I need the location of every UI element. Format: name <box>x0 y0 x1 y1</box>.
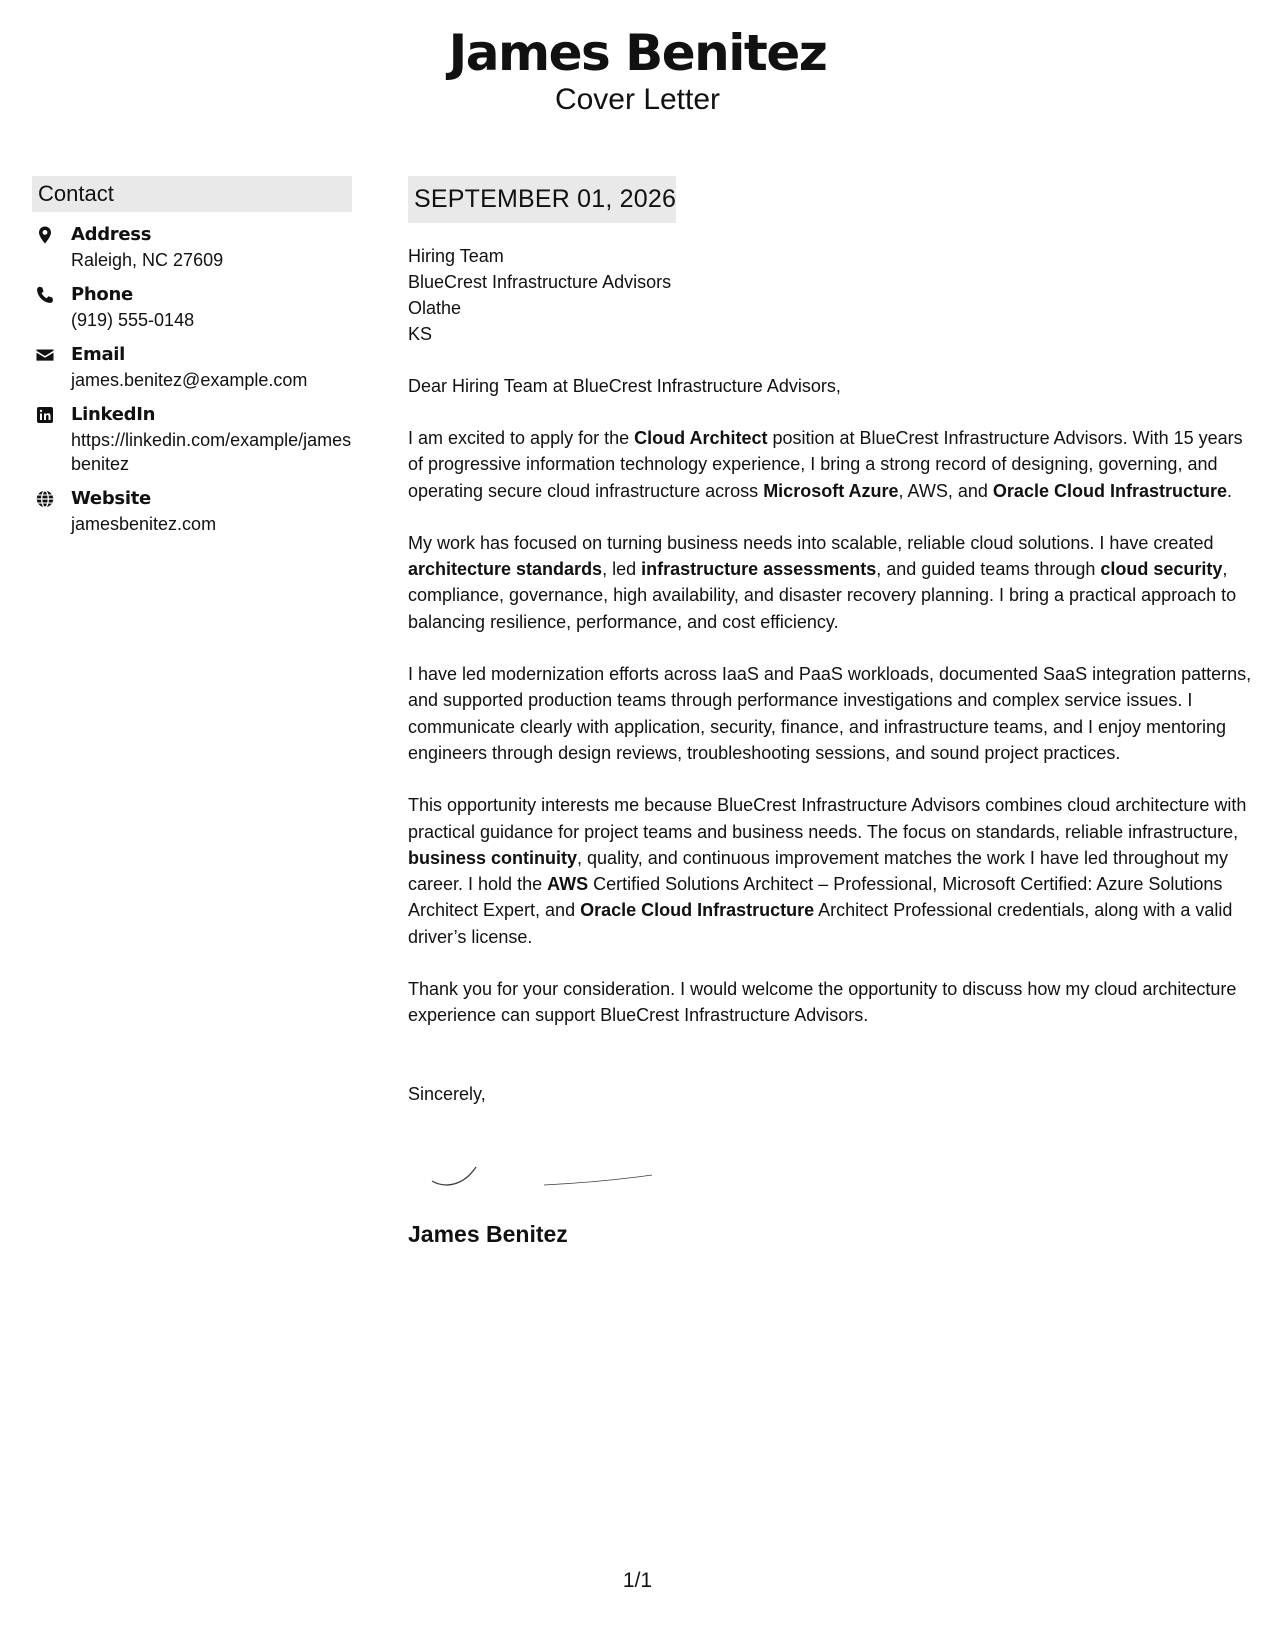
phone-icon <box>35 285 55 305</box>
linkedin-icon <box>35 405 55 425</box>
letter-date: SEPTEMBER 01, 2026 <box>408 176 676 223</box>
contact-sidebar <box>32 176 352 546</box>
contact-item-address <box>32 222 352 272</box>
page-number: 1/1 <box>622 1569 653 1592</box>
contact-value: jamesbenitez.com <box>71 514 217 534</box>
salutation: Dear Hiring Team at BlueCrest Infrastructure Advisors, <box>408 376 841 396</box>
contact-heading: Contact <box>32 176 352 212</box>
recipient-line: Olathe <box>408 298 462 318</box>
body-paragraph: This opportunity interests me because BlueCrest Infrastructure Advisors combines cloud architecture with practical guidance for project teams and business needs. The focus on standards, reliable infrastructure, business continuity, quality, and continuous improvement matches the work I have led throughout my career. I hold the AWS Certified Solutions Architect – Professional, Microsoft Certified: Azure Solutions Architect Expert, and Oracle Cloud Infrastructure Architect Professional credentials, along with a valid driver’s license. <box>408 795 1247 947</box>
contact-value: (919) 555-0148 <box>71 310 195 330</box>
contact-label: Phone <box>71 284 133 305</box>
contact-value: Raleigh, NC 27609 <box>71 250 224 270</box>
contact-value: james.benitez@example.com <box>71 370 308 390</box>
envelope-icon <box>35 345 55 365</box>
letter-body <box>408 176 1253 1249</box>
body-paragraph: Thank you for your consideration. I would welcome the opportunity to discuss how my cloud architecture experience can support BlueCrest Infrastructure Advisors. <box>408 979 1237 1026</box>
letter-header <box>0 22 1275 118</box>
contact-item-email <box>32 342 352 392</box>
body-paragraph: My work has focused on turning business needs into scalable, reliable cloud solutions. I have created architecture standards, led infrastructure assessments, and guided teams through cloud security, compliance, governance, high availability, and disaster recovery planning. I bring a practical approach to balancing resilience, performance, and cost efficiency. <box>408 532 1237 632</box>
contact-item-linkedin <box>32 402 352 476</box>
contact-item-website <box>32 486 352 536</box>
map-pin-icon <box>35 225 55 245</box>
contact-label: LinkedIn <box>71 404 156 425</box>
contact-label: Address <box>71 224 152 245</box>
contact-list <box>32 222 352 536</box>
recipient-line: BlueCrest Infrastructure Advisors <box>408 272 672 292</box>
document-subtitle: Cover Letter <box>554 83 721 116</box>
contact-item-phone <box>32 282 352 332</box>
contact-label: Email <box>71 344 126 365</box>
recipient-line: Hiring Team <box>408 246 504 266</box>
signer-name: James Benitez <box>408 1220 568 1247</box>
signature-image <box>424 1137 664 1197</box>
recipient-line: KS <box>408 324 433 344</box>
closing: Sincerely, <box>408 1083 486 1104</box>
recipient-block <box>408 243 1253 347</box>
applicant-name: James Benitez <box>448 24 827 82</box>
globe-icon <box>35 489 55 509</box>
body-paragraph: I am excited to apply for the Cloud Architect position at BlueCrest Infrastructure Advisors. With 15 years of progressive information technology experience, I bring a strong record of designing, governing, and operating secure cloud infrastructure across Microsoft Azure, AWS, and Oracle Cloud Infrastructure. <box>408 428 1243 501</box>
contact-label: Website <box>71 488 151 509</box>
contact-value: https://linkedin.com/example/jamesbenitez <box>71 430 352 474</box>
body-paragraph: I have led modernization efforts across IaaS and PaaS workloads, documented SaaS integration patterns, and supported production teams through performance investigations and complex service issues. I communicate clearly with application, security, finance, and infrastructure teams, and I enjoy mentoring engineers through design reviews, troubleshooting sessions, and sound project practices. <box>408 664 1252 763</box>
